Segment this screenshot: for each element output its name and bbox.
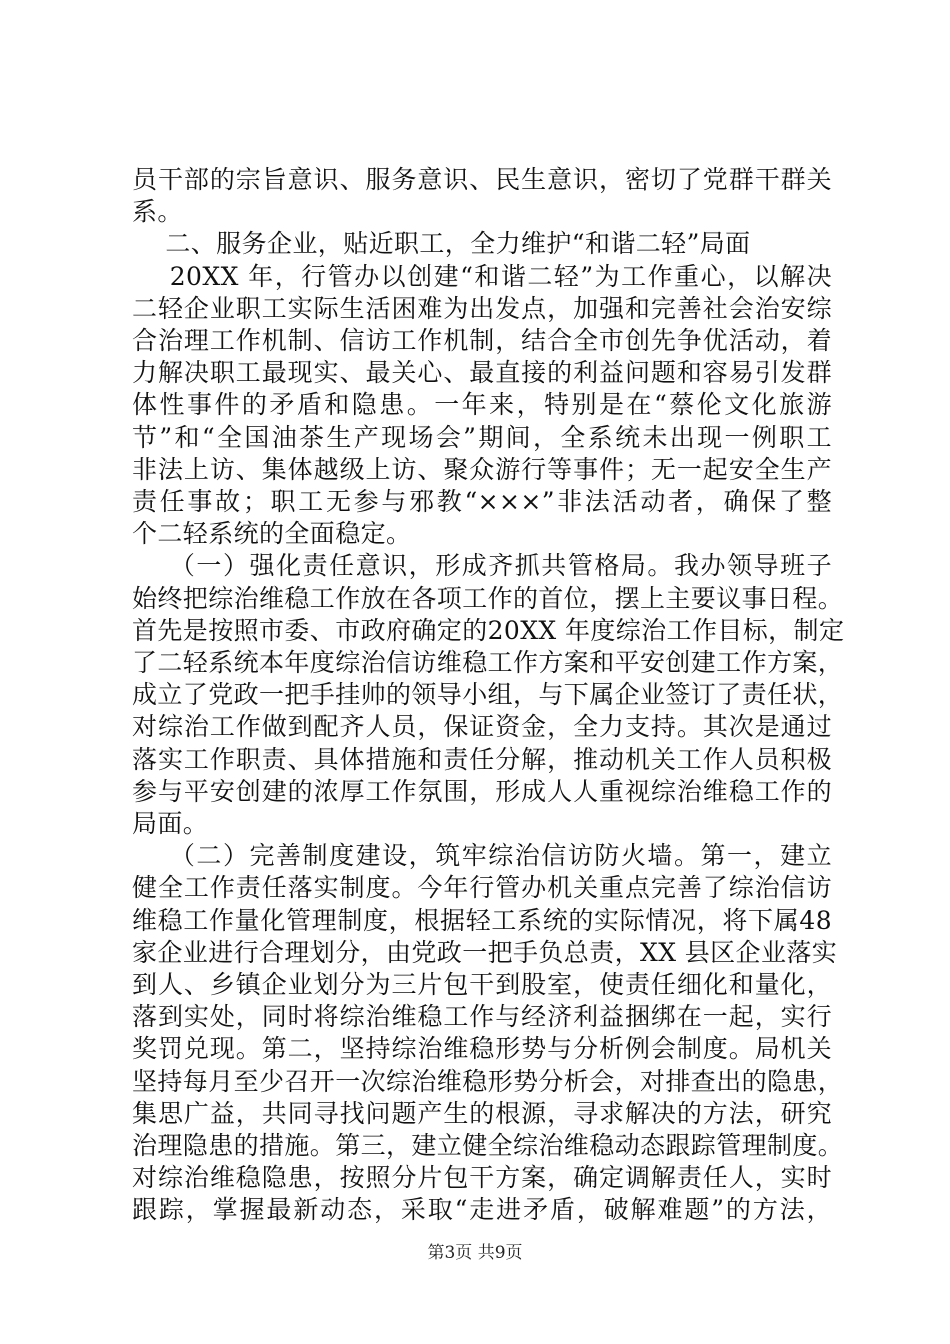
text-line: 首先是按照市委、市政府确定的20XX 年度综治工作目标，制定 xyxy=(132,616,845,645)
text-line: 二、服务企业，贴近职工，全力维护“和谐二轻”局面 xyxy=(132,229,751,258)
text-line: 局面。 xyxy=(132,809,209,838)
text-line: 节”和“全国油茶生产现场会”期间，全系统未出现一例职工 xyxy=(132,423,832,452)
text-line: 对综治维稳隐患，按照分片包干方案，确定调解责任人，实时 xyxy=(132,1163,832,1192)
text-line: 始终把综治维稳工作放在各项工作的首位，摆上主要议事日程。 xyxy=(132,584,844,613)
text-line: 参与平安创建的浓厚工作氛围，形成人人重视综治维稳工作的 xyxy=(132,777,832,806)
text-line: 到人、乡镇企业划分为三片包干到股室，使责任细化和量化， xyxy=(132,970,832,999)
text-line: 落实工作职责、具体措施和责任分解，推动机关工作人员积极 xyxy=(132,745,832,774)
text-line: 非法上访、集体越级上访、聚众游行等事件；无一起安全生产 xyxy=(132,455,832,484)
page-footer: 第3页 共9页 xyxy=(427,1243,523,1263)
text-line: （二）完善制度建设，筑牢综治信访防火墙。第一，建立 xyxy=(132,841,832,870)
text-line: 维稳工作量化管理制度，根据轻工系统的实际情况，将下属48 xyxy=(132,906,832,935)
text-line: 了二轻系统本年度综治信访维稳工作方案和平安创建工作方案， xyxy=(132,648,844,677)
text-line: 家企业进行合理划分，由党政一把手负总责，XX 县区企业落实 xyxy=(132,938,838,967)
text-line: 力解决职工最现实、最关心、最直接的利益问题和容易引发群 xyxy=(132,358,832,387)
text-line: 员干部的宗旨意识、服务意识、民生意识，密切了党群干群关 xyxy=(132,165,832,194)
text-line: 二轻企业职工实际生活困难为出发点，加强和完善社会治安综 xyxy=(132,294,832,323)
text-line: 责任事故；职工无参与邪教“×××”非法活动者，确保了整 xyxy=(132,487,832,516)
text-line: 体性事件的矛盾和隐患。一年来，特别是在“蔡伦文化旅游 xyxy=(132,390,832,419)
text-line: 对综治工作做到配齐人员，保证资金，全力支持。其次是通过 xyxy=(132,712,832,741)
text-line: 健全工作责任落实制度。今年行管办机关重点完善了综治信访 xyxy=(132,873,832,902)
text-line: 集思广益，共同寻找问题产生的根源，寻求解决的方法，研究 xyxy=(132,1099,832,1128)
text-line: （一）强化责任意识，形成齐抓共管格局。我办领导班子 xyxy=(132,551,832,580)
text-line: 奖罚兑现。第二，坚持综治维稳形势与分析例会制度。局机关 xyxy=(132,1034,832,1063)
text-line: 20XX 年，行管办以创建“和谐二轻”为工作重心，以解决 xyxy=(132,262,832,291)
text-line: 落到实处，同时将综治维稳工作与经济利益捆绑在一起，实行 xyxy=(132,1002,832,1031)
text-line: 合治理工作机制、信访工作机制，结合全市创先争优活动，着 xyxy=(132,326,832,355)
text-line: 成立了党政一把手挂帅的领导小组，与下属企业签订了责任状， xyxy=(132,680,844,709)
text-line: 坚持每月至少召开一次综治维稳形势分析会，对排查出的隐患， xyxy=(132,1067,844,1096)
text-line: 个二轻系统的全面稳定。 xyxy=(132,519,412,548)
text-line: 系。 xyxy=(132,197,183,226)
text-line: 治理隐患的措施。第三，建立健全综治维稳动态跟踪管理制度。 xyxy=(132,1131,844,1160)
text-line: 跟踪，掌握最新动态，采取“走进矛盾，破解难题”的方法， xyxy=(132,1195,832,1224)
